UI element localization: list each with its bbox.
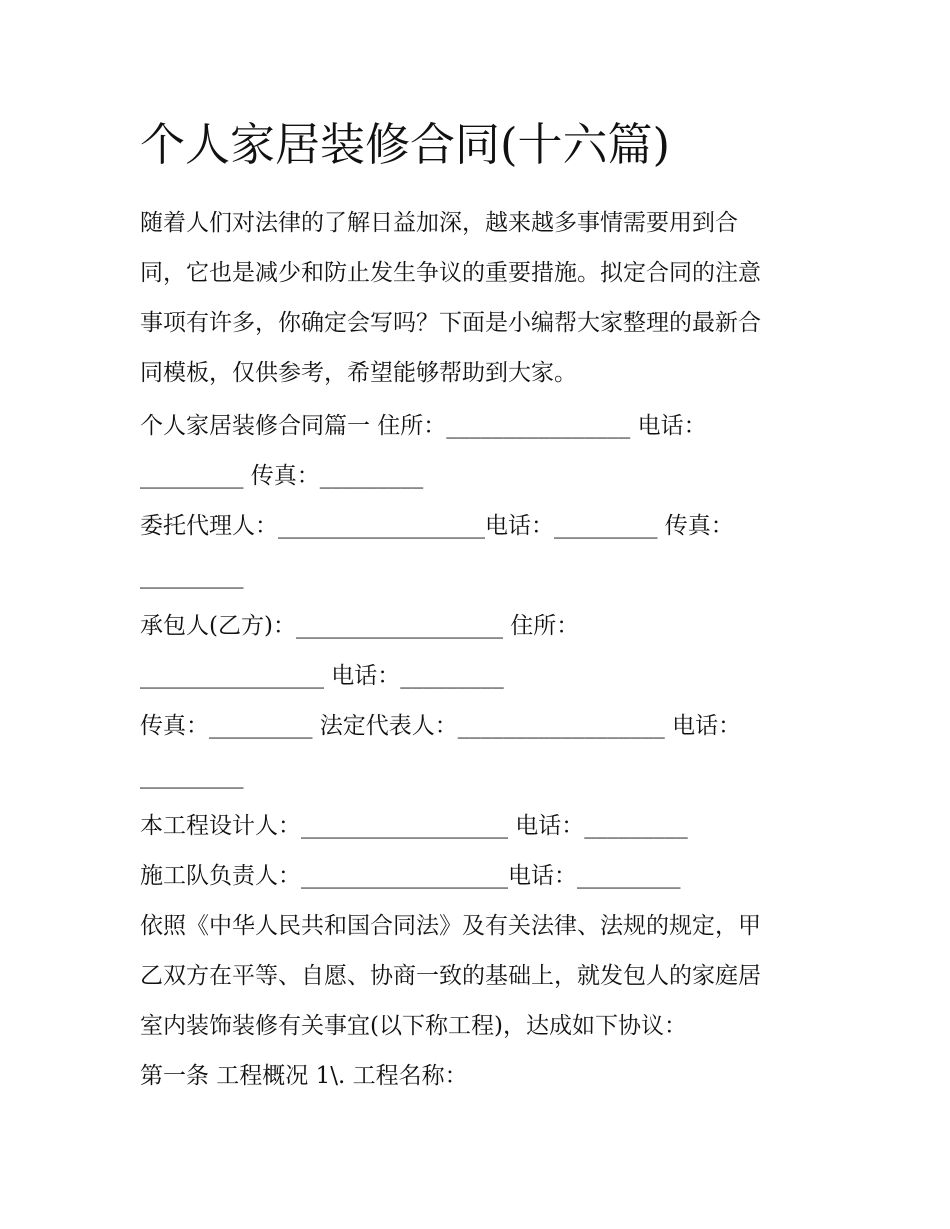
- article-one-line: 第一条 工程概况 1\. 工程名称：: [140, 1063, 468, 1089]
- intro-line: 事项有许多，你确定会写吗？下面是小编帮大家整理的最新合: [140, 310, 761, 336]
- agreement-line: 室内装饰装修有关事宜(以下称工程)，达成如下协议：: [140, 1013, 687, 1039]
- party-address-line: 个人家居装修合同篇一 住所：________________ 电话：: [140, 413, 707, 439]
- agent-line: 委托代理人：__________________电话：_________ 传真：: [140, 513, 734, 539]
- intro-line: 同模板，仅供参考，希望能够帮助到大家。: [140, 360, 577, 386]
- party-fax-line: _________ 传真：_________: [140, 463, 424, 489]
- contract-body: [140, 401, 820, 1101]
- legal-rep-phone-line: _________: [140, 763, 244, 789]
- agreement-line: 依照《中华人民共和国合同法》及有关法律、法规的规定，甲: [140, 913, 761, 939]
- document-title: 个人家居装修合同(十六篇): [140, 118, 671, 171]
- legal-rep-line: 传真：_________ 法定代表人：__________________ 电话：: [140, 713, 742, 739]
- intro-paragraph: [140, 198, 820, 398]
- construction-lead-line: 施工队负责人：__________________电话：_________: [140, 863, 681, 889]
- agreement-line: 乙双方在平等、自愿、协商一致的基础上，就发包人的家庭居: [140, 963, 761, 989]
- intro-line: 随着人们对法律的了解日益加深，越来越多事情需要用到合: [140, 210, 738, 236]
- contractor-line: 承包人(乙方)：__________________ 住所：: [140, 613, 580, 639]
- contractor-phone-line: ________________ 电话：_________: [140, 663, 504, 689]
- intro-line: 同，它也是减少和防止发生争议的重要措施。拟定合同的注意: [140, 260, 761, 286]
- designer-line: 本工程设计人：__________________ 电话：_________: [140, 813, 688, 839]
- agent-fax-line: _________: [140, 563, 244, 589]
